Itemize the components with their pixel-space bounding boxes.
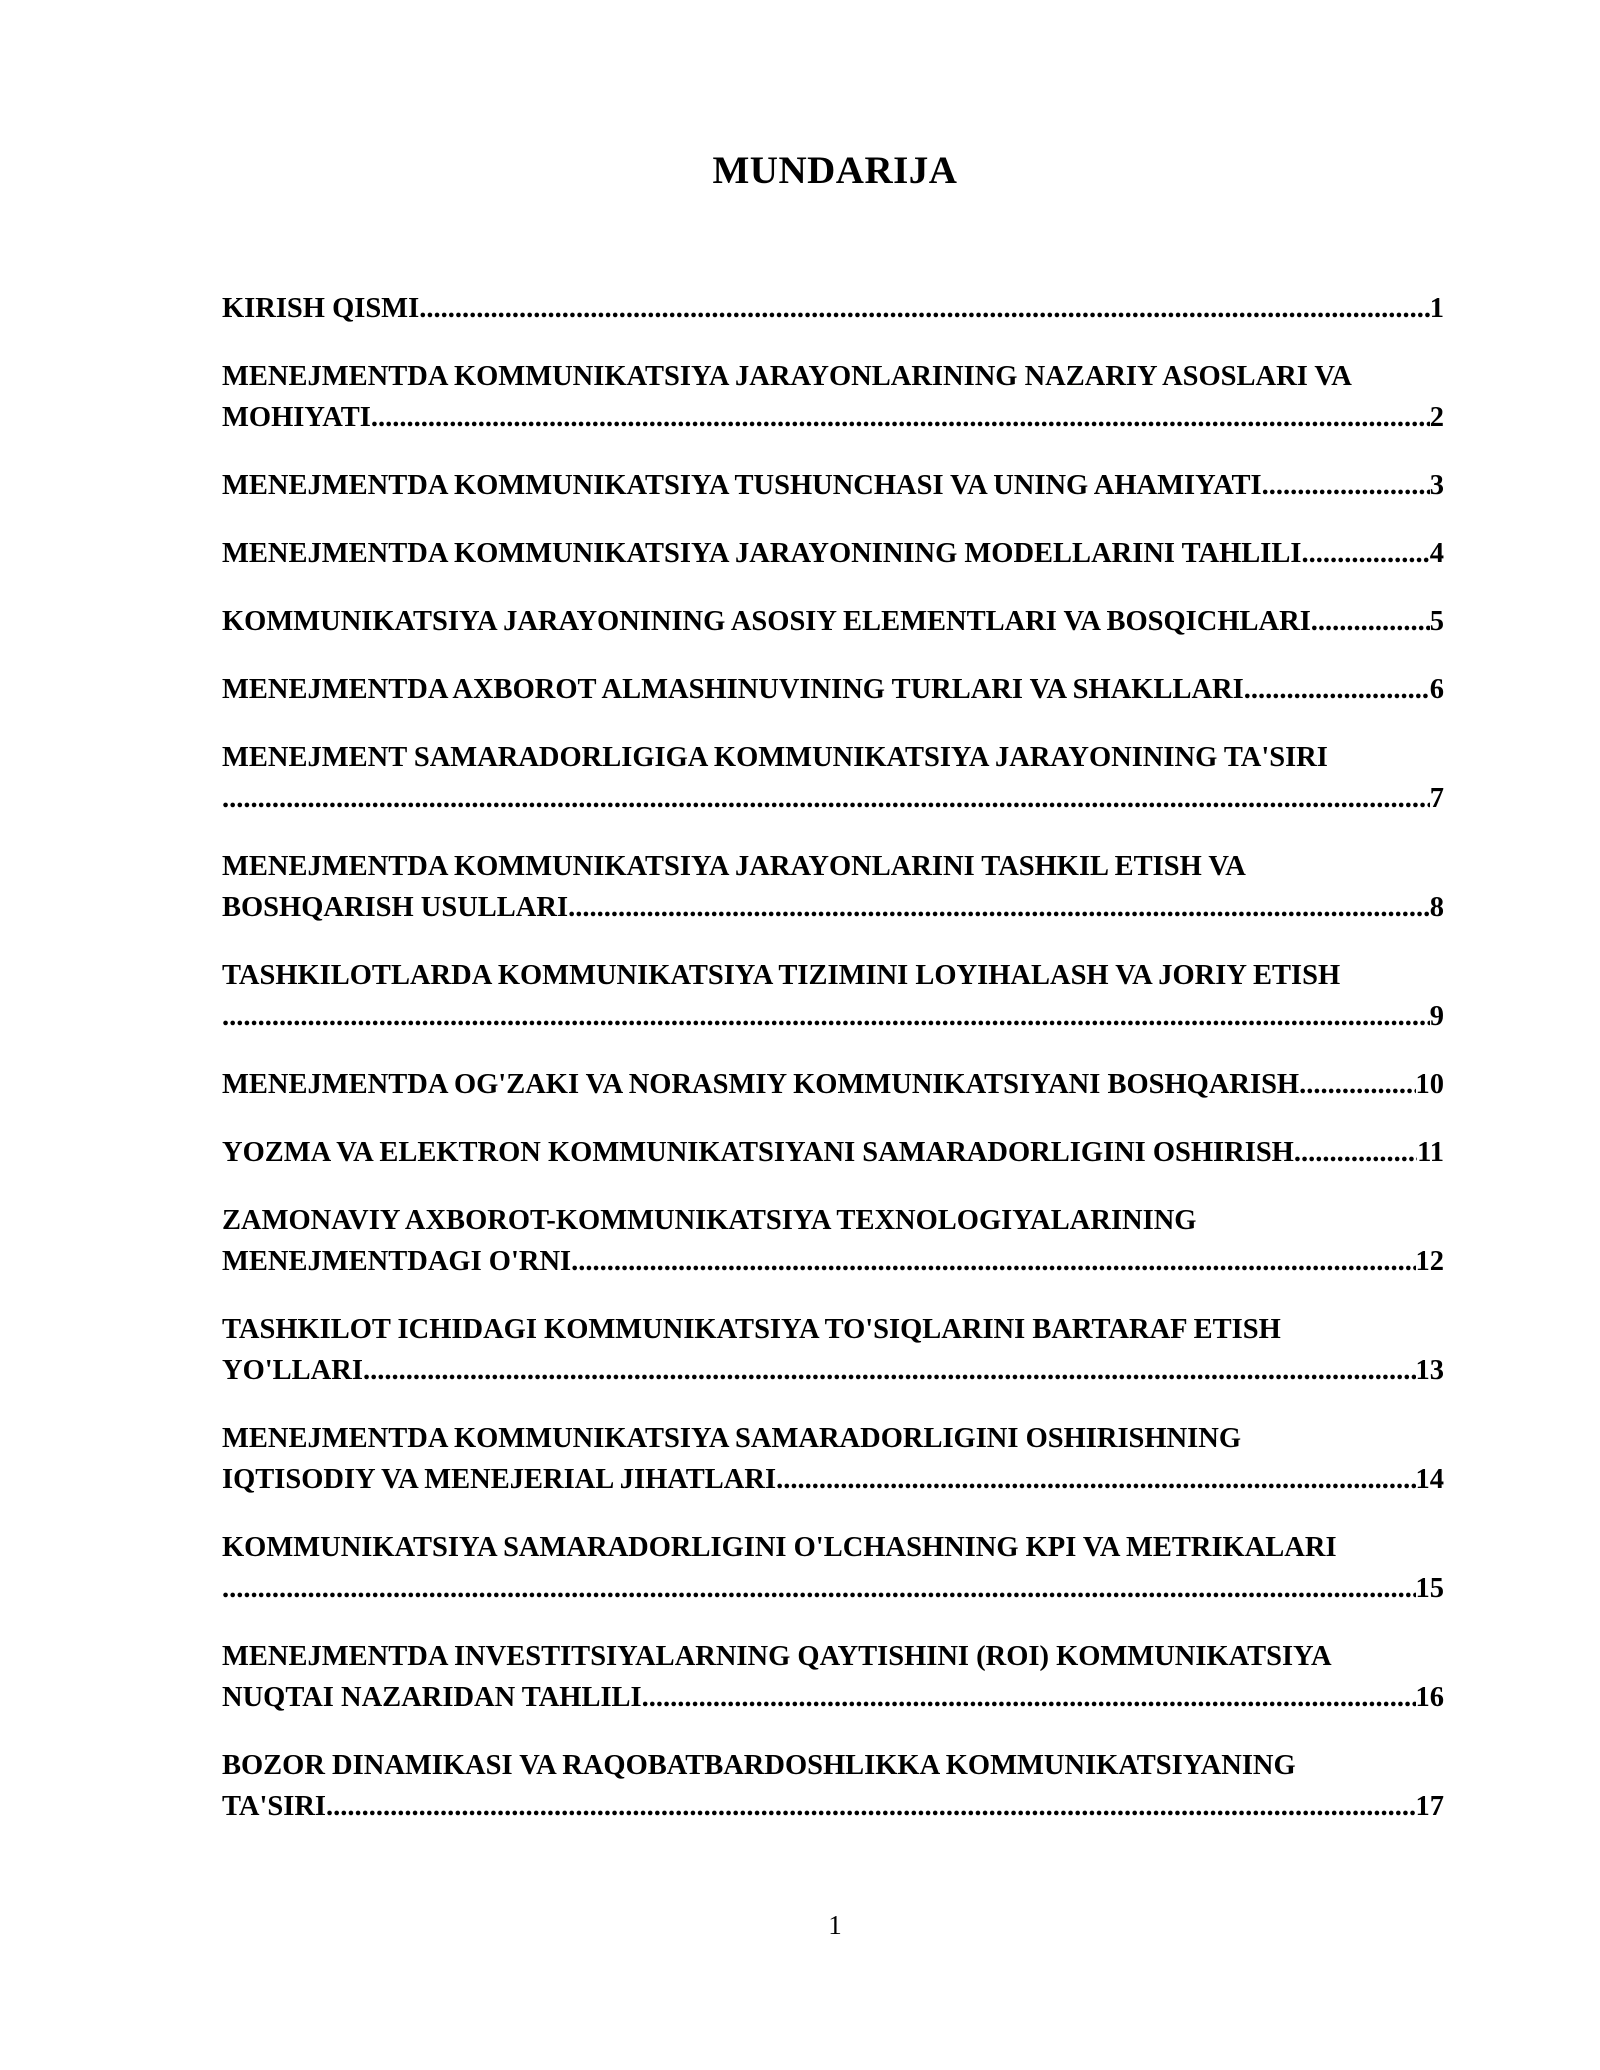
toc-page-number: 16 <box>1415 1682 1444 1713</box>
toc-entry-final-line <box>222 1064 1444 1105</box>
dot-leader <box>1301 533 1429 574</box>
toc-entry-title-line: TASHKILOT ICHIDAGI KOMMUNIKATSIYA TO'SIQLARINI BARTARAF ETISH <box>222 1314 1281 1345</box>
toc-entry[interactable] <box>222 356 1482 438</box>
toc-entry-final-line <box>222 1677 1444 1718</box>
toc-entry[interactable] <box>222 669 1482 710</box>
toc-entry[interactable] <box>222 533 1482 574</box>
toc-entry-title-line: MENEJMENT SAMARADORLIGIGA KOMMUNIKATSIYA JARAYONINING TA'SIRI <box>222 742 1328 773</box>
toc-page-number: 11 <box>1417 1137 1444 1168</box>
dot-leader <box>1262 465 1430 506</box>
dot-leader <box>1244 669 1430 710</box>
toc-entry-title: KOMMUNIKATSIYA JARAYONINING ASOSIY ELEMENTLARI VA BOSQICHLARI <box>222 606 1311 637</box>
toc-page-number: 17 <box>1415 1791 1444 1822</box>
toc-entry[interactable] <box>222 601 1482 642</box>
toc-entry-final-line <box>222 1350 1444 1391</box>
toc-entry-title-line: KOMMUNIKATSIYA SAMARADORLIGINI O'LCHASHNING KPI VA METRIKALARI <box>222 1532 1337 1563</box>
page-title: MUNDARIJA <box>712 149 958 192</box>
toc-entry-final-line <box>222 533 1444 574</box>
dot-leader <box>1311 601 1430 642</box>
dot-leader <box>1294 1132 1417 1173</box>
toc-page-number: 8 <box>1429 892 1444 923</box>
toc-entry-title-line: TASHKILOTLARDA KOMMUNIKATSIYA TIZIMINI LOYIHALASH VA JORIY ETISH <box>222 960 1341 991</box>
toc-page-number: 2 <box>1429 402 1444 433</box>
toc-entry-title-line: MENEJMENTDA KOMMUNIKATSIYA JARAYONLARINI TASHKIL ETISH VA <box>222 851 1246 882</box>
toc-page-number: 5 <box>1429 606 1444 637</box>
toc-entry[interactable] <box>222 1527 1482 1609</box>
toc-entry-title: MENEJMENTDAGI O'RNI <box>222 1246 572 1277</box>
dot-leader <box>776 1459 1415 1500</box>
toc-entry[interactable] <box>222 1745 1482 1827</box>
toc-entry-final-line <box>222 669 1444 710</box>
toc-entry-final-line <box>222 1241 1444 1282</box>
toc-page-number: 10 <box>1415 1069 1444 1100</box>
dot-leader <box>222 1568 1416 1609</box>
toc-entry[interactable] <box>222 955 1482 1037</box>
dot-leader <box>222 778 1430 819</box>
toc-entry[interactable] <box>222 1200 1482 1282</box>
toc-entry-title-line: MENEJMENTDA KOMMUNIKATSIYA SAMARADORLIGINI OSHIRISHNING <box>222 1423 1242 1454</box>
toc-entry-title: YOZMA VA ELEKTRON KOMMUNIKATSIYANI SAMARADORLIGINI OSHIRISH <box>222 1137 1294 1168</box>
dot-leader <box>222 996 1430 1037</box>
toc-page-number: 14 <box>1415 1464 1444 1495</box>
toc-page-number: 9 <box>1429 1001 1444 1032</box>
toc-page-number: 6 <box>1429 674 1444 705</box>
toc-entry-final-line <box>222 1568 1444 1609</box>
toc-entry-final-line <box>222 778 1444 819</box>
toc-page-number: 12 <box>1415 1246 1444 1277</box>
toc-page-number: 15 <box>1415 1573 1444 1604</box>
dot-leader <box>642 1677 1416 1718</box>
toc-entry-final-line <box>222 1132 1444 1173</box>
toc-entry-final-line <box>222 887 1444 928</box>
toc-entry-title: BOSHQARISH USULLARI <box>222 892 569 923</box>
toc-entry[interactable] <box>222 1064 1482 1105</box>
toc-entry-final-line <box>222 1786 1444 1827</box>
page-number: 1 <box>828 1910 842 1940</box>
toc-entry-title: MENEJMENTDA OG'ZAKI VA NORASMIY KOMMUNIKATSIYANI BOSHQARISH <box>222 1069 1300 1100</box>
toc-entry-title: YO'LLARI <box>222 1355 363 1386</box>
toc-entry[interactable] <box>222 1309 1482 1391</box>
toc-entry-title: NUQTAI NAZARIDAN TAHLILI <box>222 1682 642 1713</box>
toc-entry-title: MENEJMENTDA KOMMUNIKATSIYA TUSHUNCHASI VA UNING AHAMIYATI <box>222 470 1262 501</box>
toc-entry-title: IQTISODIY VA MENEJERIAL JIHATLARI <box>222 1464 777 1495</box>
toc-entry[interactable] <box>222 1636 1482 1718</box>
toc-entry[interactable] <box>222 288 1482 329</box>
toc-entry-title-line: MENEJMENTDA KOMMUNIKATSIYA JARAYONLARINING NAZARIY ASOSLARI VA <box>222 361 1352 392</box>
toc-page-number: 1 <box>1429 293 1444 324</box>
toc-entry-final-line <box>222 601 1444 642</box>
table-of-contents <box>222 288 1482 1854</box>
toc-entry-title: TA'SIRI <box>222 1791 327 1822</box>
toc-page-number: 4 <box>1429 538 1444 569</box>
dot-leader <box>571 1241 1415 1282</box>
toc-entry-title-line: ZAMONAVIY AXBOROT-KOMMUNIKATSIYA TEXNOLOGIYALARINING <box>222 1205 1197 1236</box>
toc-entry[interactable] <box>222 465 1482 506</box>
toc-entry-title-line: BOZOR DINAMIKASI VA RAQOBATBARDOSHLIKKA KOMMUNIKATSIYANING <box>222 1750 1296 1781</box>
toc-page-number: 13 <box>1415 1355 1444 1386</box>
dot-leader <box>419 288 1430 329</box>
dot-leader <box>568 887 1430 928</box>
toc-entry-final-line <box>222 996 1444 1037</box>
toc-page-number: 7 <box>1429 783 1444 814</box>
toc-entry-final-line <box>222 1459 1444 1500</box>
toc-entry-final-line <box>222 465 1444 506</box>
toc-entry[interactable] <box>222 737 1482 819</box>
toc-entry-title-line: MENEJMENTDA INVESTITSIYALARNING QAYTISHINI (ROI) KOMMUNIKATSIYA <box>222 1641 1332 1672</box>
toc-entry[interactable] <box>222 846 1482 928</box>
toc-entry[interactable] <box>222 1132 1482 1173</box>
dot-leader <box>1299 1064 1415 1105</box>
dot-leader <box>363 1350 1416 1391</box>
toc-entry-title: MENEJMENTDA KOMMUNIKATSIYA JARAYONINING MODELLARINI TAHLILI <box>222 538 1302 569</box>
dot-leader <box>371 397 1430 438</box>
toc-entry-final-line <box>222 397 1444 438</box>
toc-entry-final-line <box>222 288 1444 329</box>
toc-entry[interactable] <box>222 1418 1482 1500</box>
dot-leader <box>326 1786 1415 1827</box>
toc-entry-title: MENEJMENTDA AXBOROT ALMASHINUVINING TURLARI VA SHAKLLARI <box>222 674 1244 705</box>
toc-entry-title: KIRISH QISMI <box>222 293 420 324</box>
toc-page-number: 3 <box>1429 470 1444 501</box>
toc-entry-title: MOHIYATI <box>222 402 371 433</box>
